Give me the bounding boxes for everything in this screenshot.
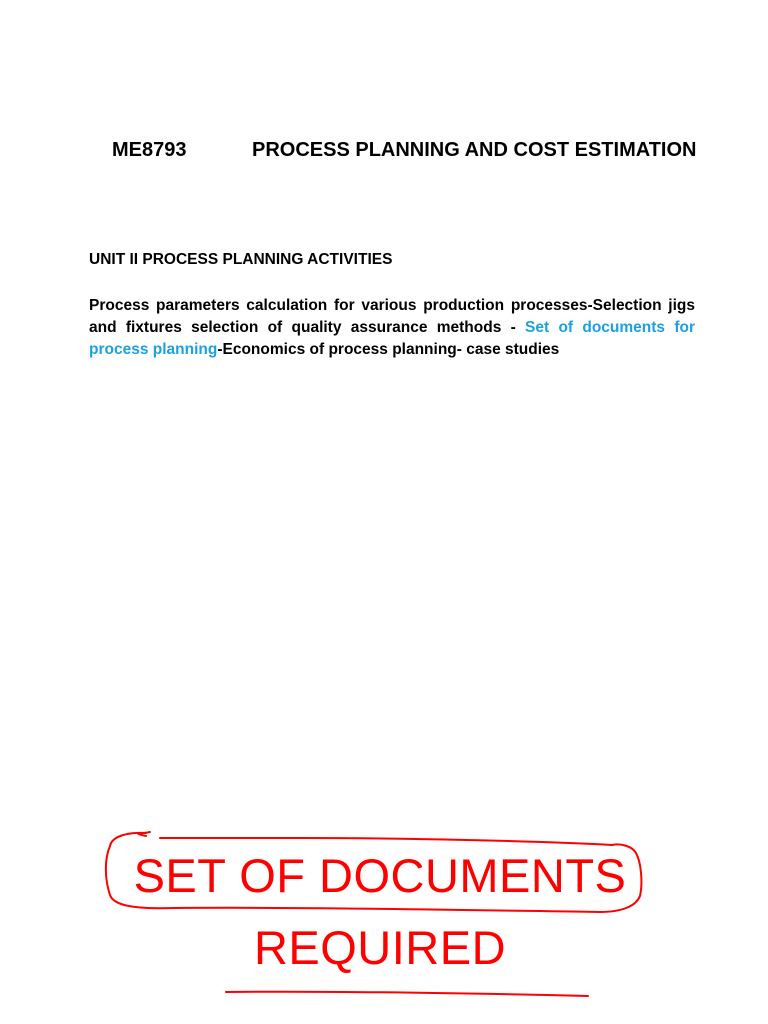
course-title: PROCESS PLANNING AND COST ESTIMATION: [252, 139, 697, 161]
syllabus-text-after: -Economics of process planning- case studies: [217, 341, 560, 358]
syllabus-paragraph: [89, 295, 695, 361]
syllabus-text-before: Process parameters calculation for various production processes-Selection jigs and fixtures selection of quality assurance methods -: [89, 297, 695, 336]
course-header: [112, 136, 712, 164]
course-code: ME8793: [112, 139, 187, 161]
annotation-circle-tail: [138, 832, 150, 836]
handwritten-annotation-line2: REQUIRED: [253, 921, 507, 974]
syllabus-highlighted-topic: Set of documents for process planning: [89, 319, 695, 358]
handwritten-annotation-line1: SET OF DOCUMENTS: [133, 849, 627, 902]
annotation-underline: [226, 992, 588, 996]
unit-heading: UNIT II PROCESS PLANNING ACTIVITIES: [89, 251, 393, 268]
